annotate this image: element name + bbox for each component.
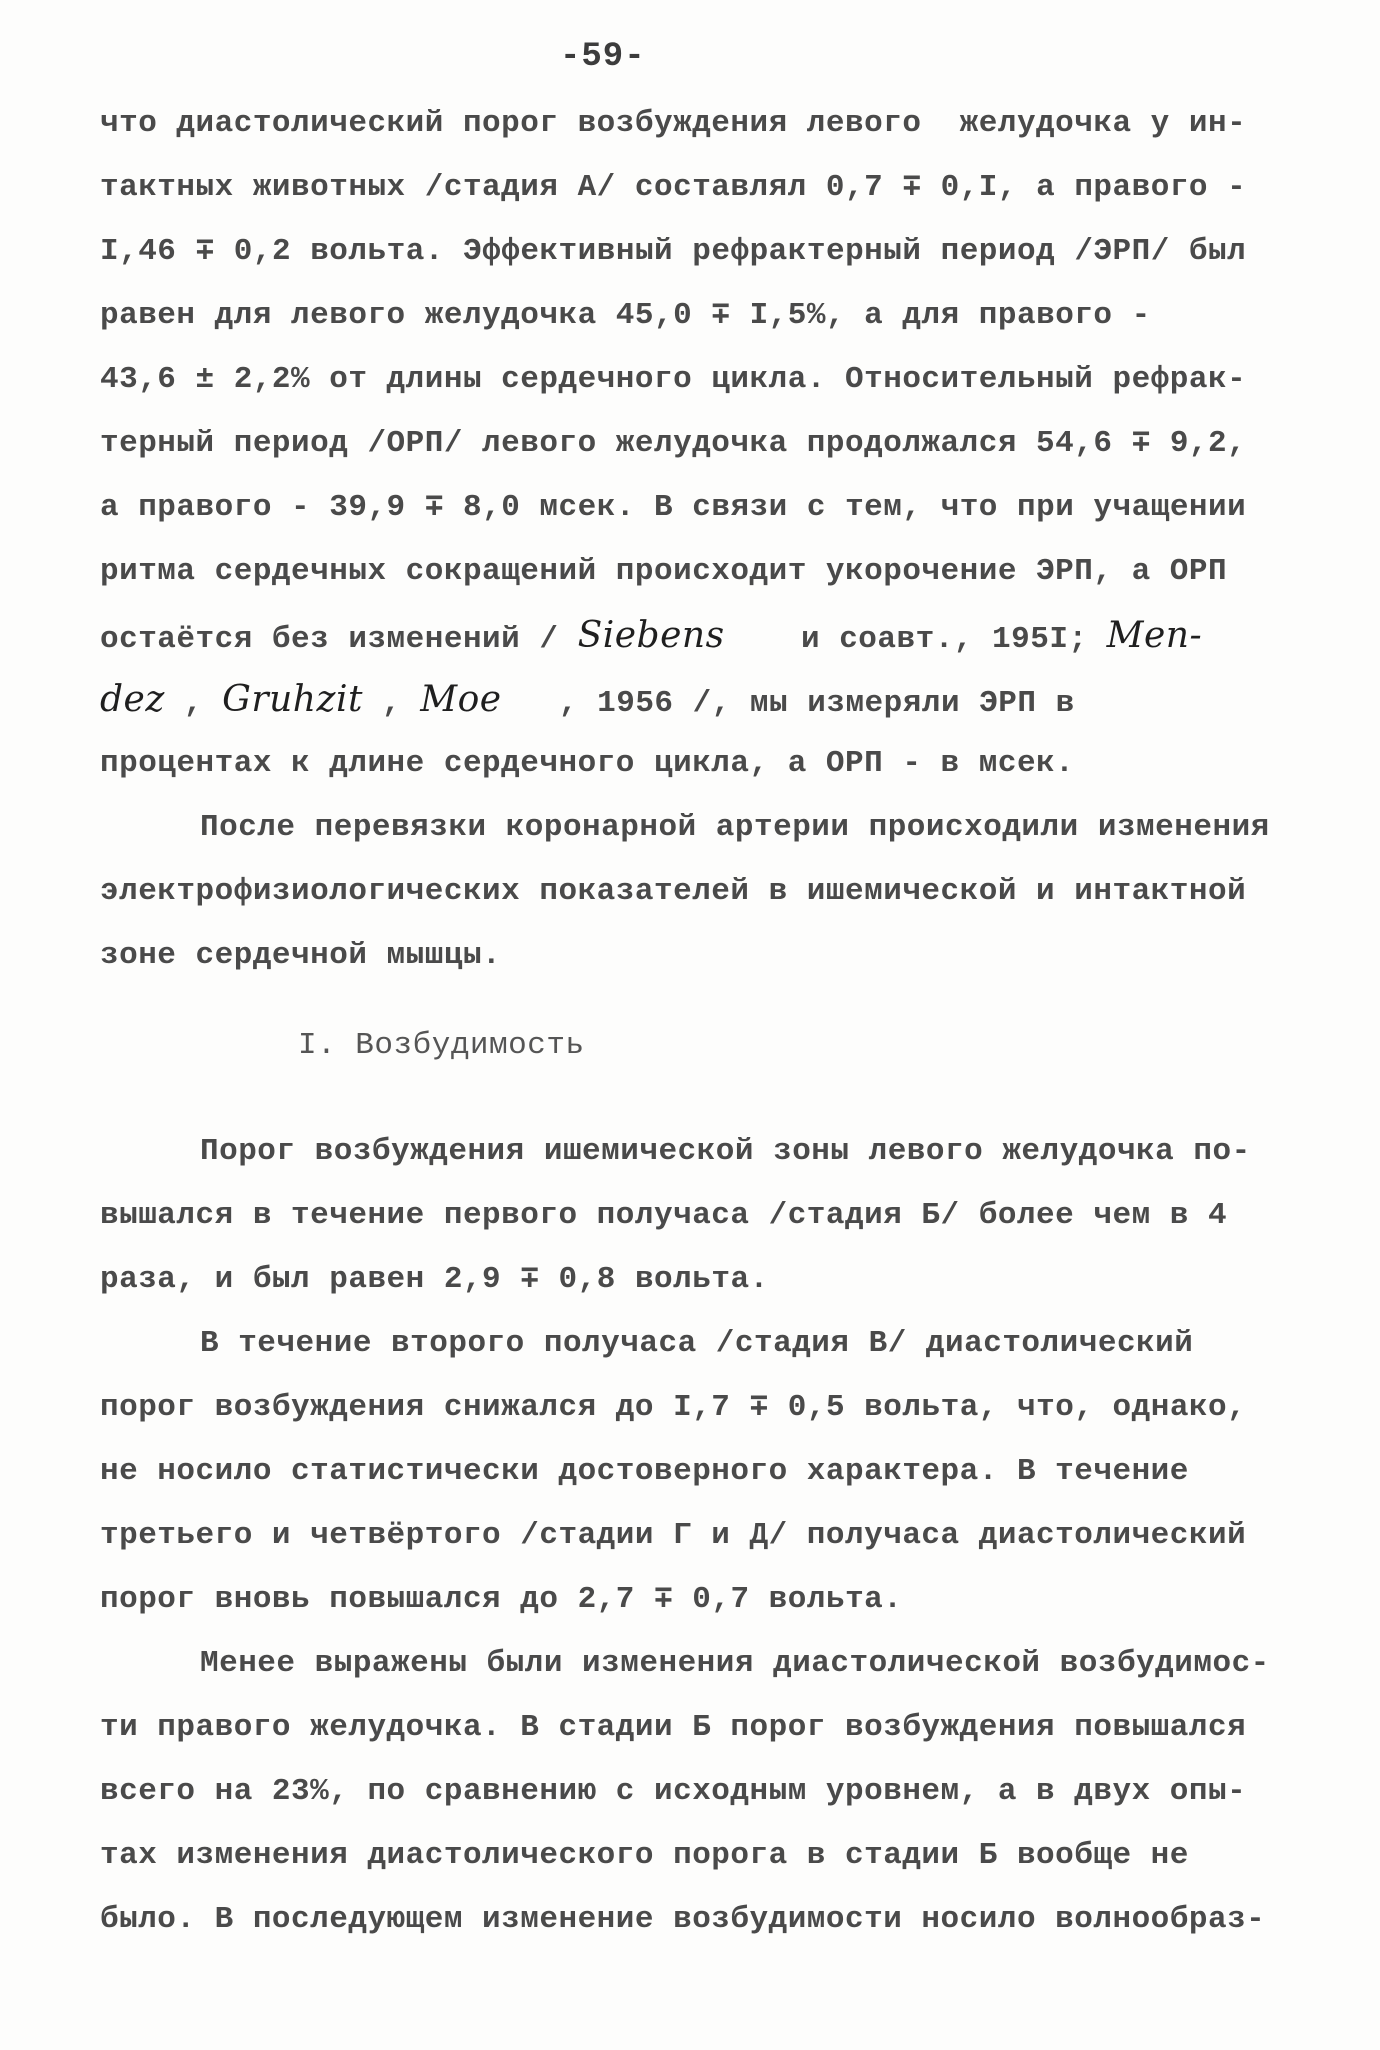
text-line: что диастолический порог возбуждения левого желудочка у ин- [100,106,1247,141]
text-line: порог вновь повышался до 2,7 ∓ 0,7 вольта. [100,1582,903,1617]
text-block-intro [100,92,1290,988]
text-line: зоне сердечной мышцы. [100,938,502,973]
text-line: порог возбуждения снижался до I,7 ∓ 0,5 вольта, что, однако, [100,1390,1247,1425]
text-line-with-handwriting [100,668,1290,732]
paragraph-first-line: Менее выражены были изменения диастолической возбудимос- [200,1646,1270,1681]
text-fragment: , 1956 /, мы измеряли ЭРП в [501,686,1075,721]
text-line: тактных животных /стадия А/ составлял 0,7 ∓ 0,I, а правого - [100,170,1247,205]
handwritten-name: Moe [420,679,502,720]
text-line: не носило статистически достоверного характера. В течение [100,1454,1189,1489]
text-line: ритма сердечных сокращений происходит укорочение ЭРП, а ОРП [100,554,1228,589]
handwritten-name: Men- [1106,615,1203,656]
page-number: -59- [560,38,646,76]
handwritten-name: Siebens [577,615,725,656]
text-line: электрофизиологических показателей в ишемической и интактной [100,874,1247,909]
text-line: вышался в течение первого получаса /стадия Б/ более чем в 4 [100,1198,1228,1233]
text-fragment: остаётся без изменений / [100,622,578,657]
text-line: раза, и был равен 2,9 ∓ 0,8 вольта. [100,1262,769,1297]
paragraph-first-line: Порог возбуждения ишемической зоны левого желудочка по- [200,1134,1251,1169]
text-line: было. В последующем изменение возбудимости носило волнообраз- [100,1902,1266,1937]
text-line: ти правого желудочка. В стадии Б порог возбуждения повышался [100,1710,1247,1745]
text-fragment: , [164,686,223,721]
text-line: третьего и четвёртого /стадии Г и Д/ получаса диастолический [100,1518,1247,1553]
text-line-with-handwriting [100,604,1290,668]
text-line: 43,6 ± 2,2% от длины сердечного цикла. Относительный рефрак- [100,362,1247,397]
text-line: тах изменения диастолического порога в стадии Б вообще не [100,1838,1189,1873]
handwritten-name: dez [100,679,165,720]
section-heading: I. Возбудимость [298,1028,585,1063]
text-line: всего на 23%, по сравнению с исходным уровнем, а в двух опы- [100,1774,1247,1809]
text-line: терный период /ОРП/ левого желудочка продолжался 54,6 ∓ 9,2, [100,426,1247,461]
text-line: процентах к длине сердечного цикла, а ОРП - в мсек. [100,746,1075,781]
text-block-threshold [100,1120,1290,1952]
text-fragment: , [362,686,421,721]
handwritten-name: Gruhzit [222,679,363,720]
text-line: I,46 ∓ 0,2 вольта. Эффективный рефрактерный период /ЭРП/ был [100,234,1247,269]
text-fragment: и соавт., 195I; [724,622,1107,657]
text-line: равен для левого желудочка 45,0 ∓ I,5%, а для правого - [100,298,1151,333]
paragraph-first-line: После перевязки коронарной артерии происходили изменения [200,810,1270,845]
text-line: а правого - 39,9 ∓ 8,0 мсек. В связи с тем, что при учащении [100,490,1247,525]
paragraph-first-line: В течение второго получаса /стадия В/ диастолический [200,1326,1194,1361]
